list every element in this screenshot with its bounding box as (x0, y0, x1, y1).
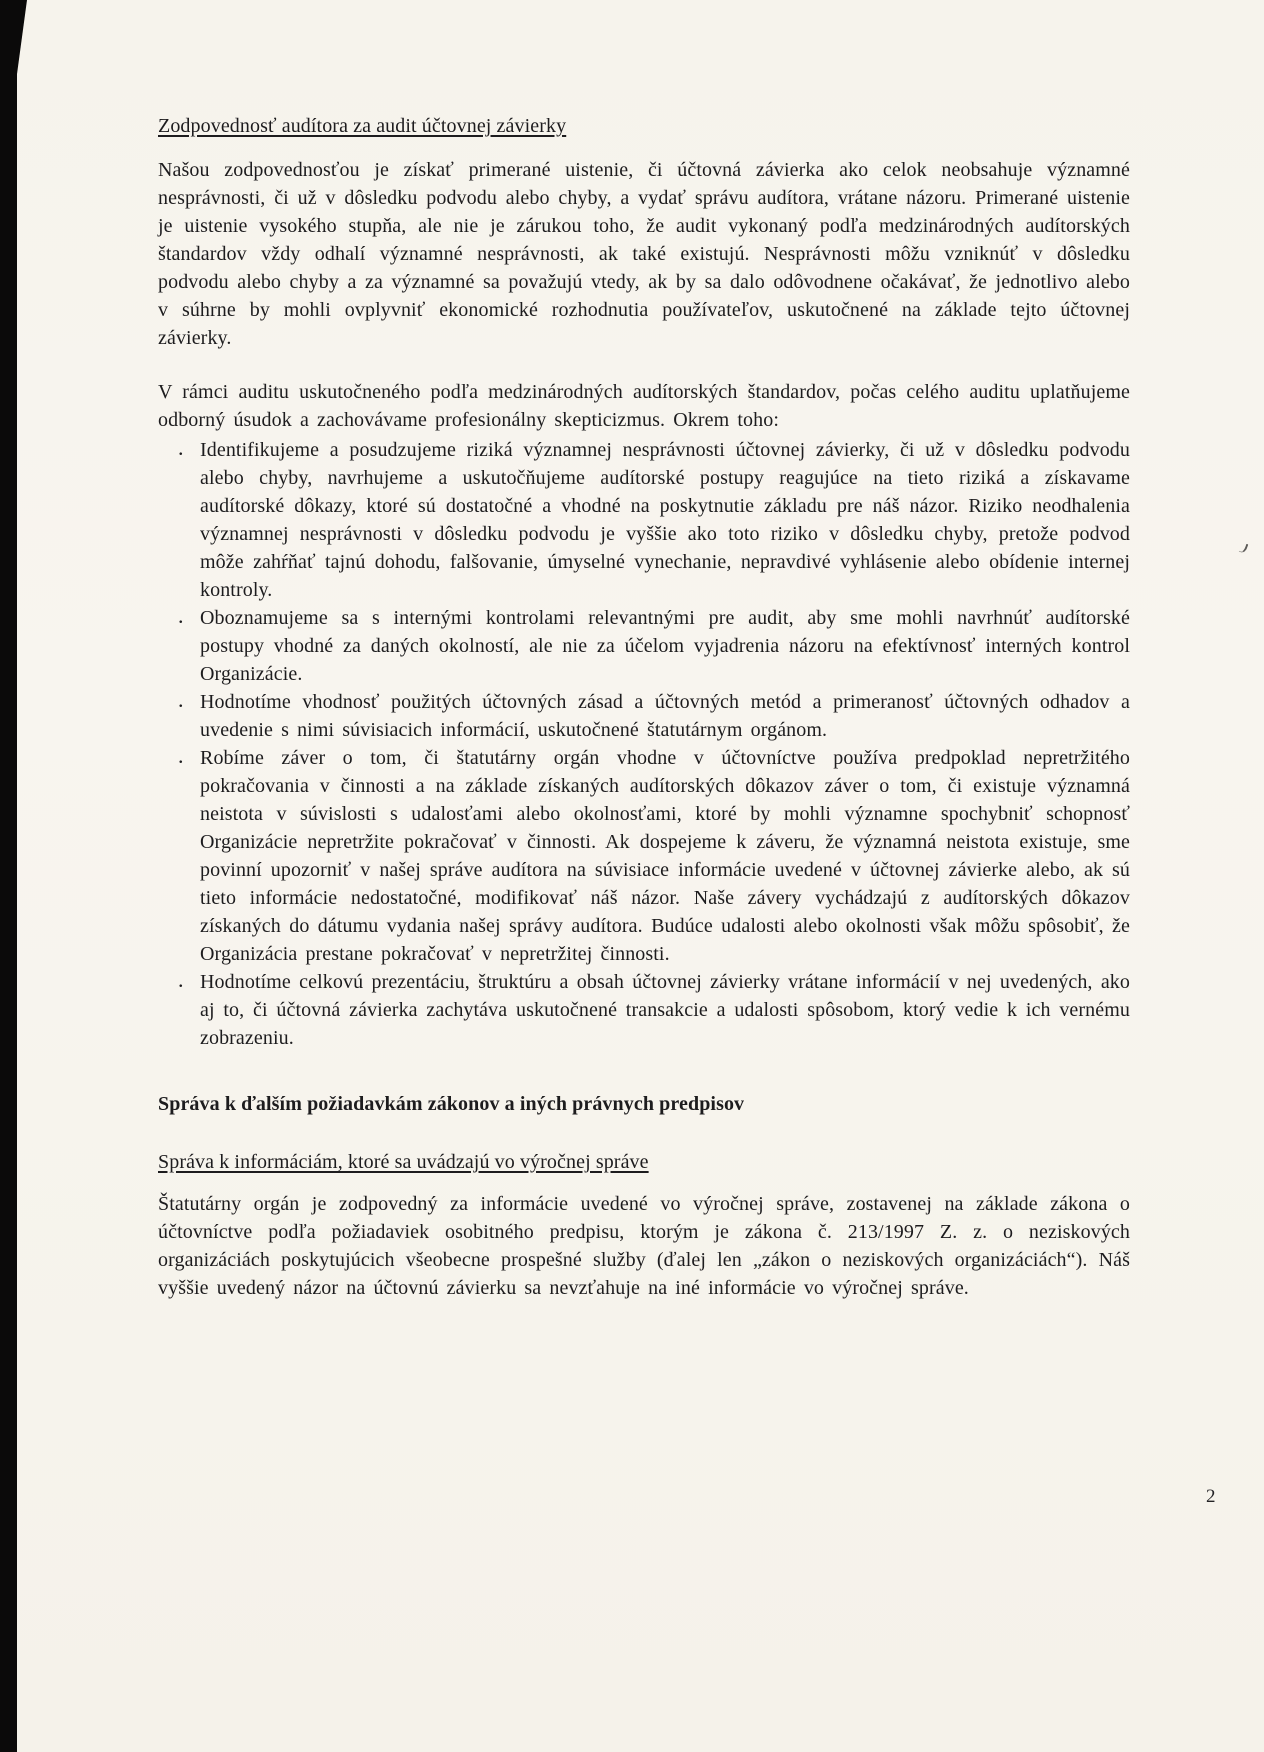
list-item (158, 604, 1130, 688)
bullet-text: Hodnotíme vhodnosť použitých účtovných zásad a účtovných metód a primeranosť účtovných odhadov a uvedenie s nimi súvisiacich informácií, uskutočnené štatutárnym orgánom. (200, 691, 1130, 741)
heading-other-legal-requirements: Správa k ďalším požiadavkám zákonov a iných právnych predpisov (158, 1093, 745, 1115)
bullet-text: Oboznamujeme sa s internými kontrolami relevantnými pre audit, aby sme mohli navrhnúť audítorské postupy vhodné za daných okolností, ale nie za účelom vyjadrenia názoru na efektívnosť interných kontrol Organizácie. (200, 607, 1130, 685)
list-item (158, 968, 1130, 1052)
paragraph-annual-report-information: Štatutárny orgán je zodpovedný za informácie uvedené vo výročnej správe, zostavenej na základe zákona o účtovníctve podľa požiadaviek osobitného predpisu, ktorým je zákona č. 213/1997 Z. z. o neziskových organizáciách poskytujúcich všeobecne prospešné služby (ďalej len „zákon o neziskových organizáciách“). Náš vyššie uvedený názor na účtovnú závierku sa nevzťahuje na iné informácie vo výročnej správe. (158, 1193, 1130, 1299)
document-content (158, 112, 1130, 1328)
bullet-text: Hodnotíme celkovú prezentáciu, štruktúru a obsah účtovnej závierky vrátane informácií v nej uvedených, ako aj to, či účtovná závierka zachytáva uskutočnené transakcie a udalosti spôsobom, ktorý vedie k ich vernému zobrazeniu. (200, 971, 1130, 1049)
heading-annual-report-information: Správa k informáciám, ktoré sa uvádzajú vo výročnej správe (158, 1151, 649, 1173)
list-item (158, 688, 1130, 744)
bullet-text: Robíme záver o tom, či štatutárny orgán vhodne v účtovníctve používa predpoklad nepretržitého pokračovania v činnosti a na základe získaných audítorských dôkazov záver o tom, či existuje významná neistota v súvislosti s udalosťami alebo okolnosťami, ktoré by mohli významne spochybniť schopnosť Organizácie nepretržite pokračovať v činnosti. Ak dospejeme k záveru, že významná neistota existuje, sme povinní upozorniť v našej správe audítora na súvisiace informácie uvedené v účtovnej závierke alebo, ak sú tieto informácie nedostatočné, modifikovať náš názor. Naše závery vychádzajú z audítorských dôkazov získaných do dátumu vydania našej správy audítora. Budúce udalosti alebo okolnosti však môžu spôsobiť, že Organizácia prestane pokračovať v nepretržitej činnosti. (200, 747, 1130, 965)
list-item (158, 744, 1130, 968)
bullet-marker: . (178, 435, 184, 460)
heading-auditor-responsibility: Zodpovednosť audítora za audit účtovnej závierky (158, 115, 567, 137)
bullet-text: Identifikujeme a posudzujeme riziká významnej nesprávnosti účtovnej závierky, či už v dôsledku podvodu alebo chyby, navrhujeme a uskutočňujeme audítorské postupy reagujúce na tieto riziká a získavame audítorské dôkazy, ktoré sú dostatočné a vhodné na poskytnutie základu pre náš názor. Riziko neodhalenia významnej nesprávnosti v dôsledku podvodu je vyššie ako toto riziko v dôsledku chyby, pretože podvod môže zahŕňať tajnú dohodu, falšovanie, úmyselné vynechanie, nepravdivé vyhlásenie alebo obídenie internej kontroly. (200, 439, 1130, 601)
bullet-marker: . (178, 687, 184, 712)
page-number: 2 (1206, 1486, 1216, 1507)
bullet-marker: . (178, 603, 184, 628)
scan-artifact-left-edge (0, 0, 17, 1752)
scan-artifact-speck (1239, 542, 1249, 554)
list-item (158, 436, 1130, 604)
bullet-list (158, 436, 1130, 1052)
paragraph-audit-scope-intro: V rámci auditu uskutočneného podľa medzinárodných audítorských štandardov, počas celého auditu uplatňujeme odborný úsudok a zachovávame profesionálny skepticizmus. Okrem toho: (158, 381, 1130, 431)
paragraph-auditor-responsibility: Našou zodpovednosťou je získať primerané uistenie, či účtovná závierka ako celok neobsahuje významné nesprávnosti, či už v dôsledku podvodu alebo chyby, a vydať správu audítora, vrátane názoru. Primerané uistenie je uistenie vysokého stupňa, ale nie je zárukou toho, že audit vykonaný podľa medzinárodných audítorských štandardov vždy odhalí významné nesprávnosti, ak také existujú. Nesprávnosti môžu vzniknúť v dôsledku podvodu alebo chyby a za významné sa považujú vtedy, ak by sa dalo odôvodnene očakávať, že jednotlivo alebo v súhrne by mohli ovplyvniť ekonomické rozhodnutia používateľov, uskutočnené na základe tejto účtovnej závierky. (158, 159, 1130, 349)
bullet-marker: . (178, 967, 184, 992)
bullet-marker: . (178, 743, 184, 768)
